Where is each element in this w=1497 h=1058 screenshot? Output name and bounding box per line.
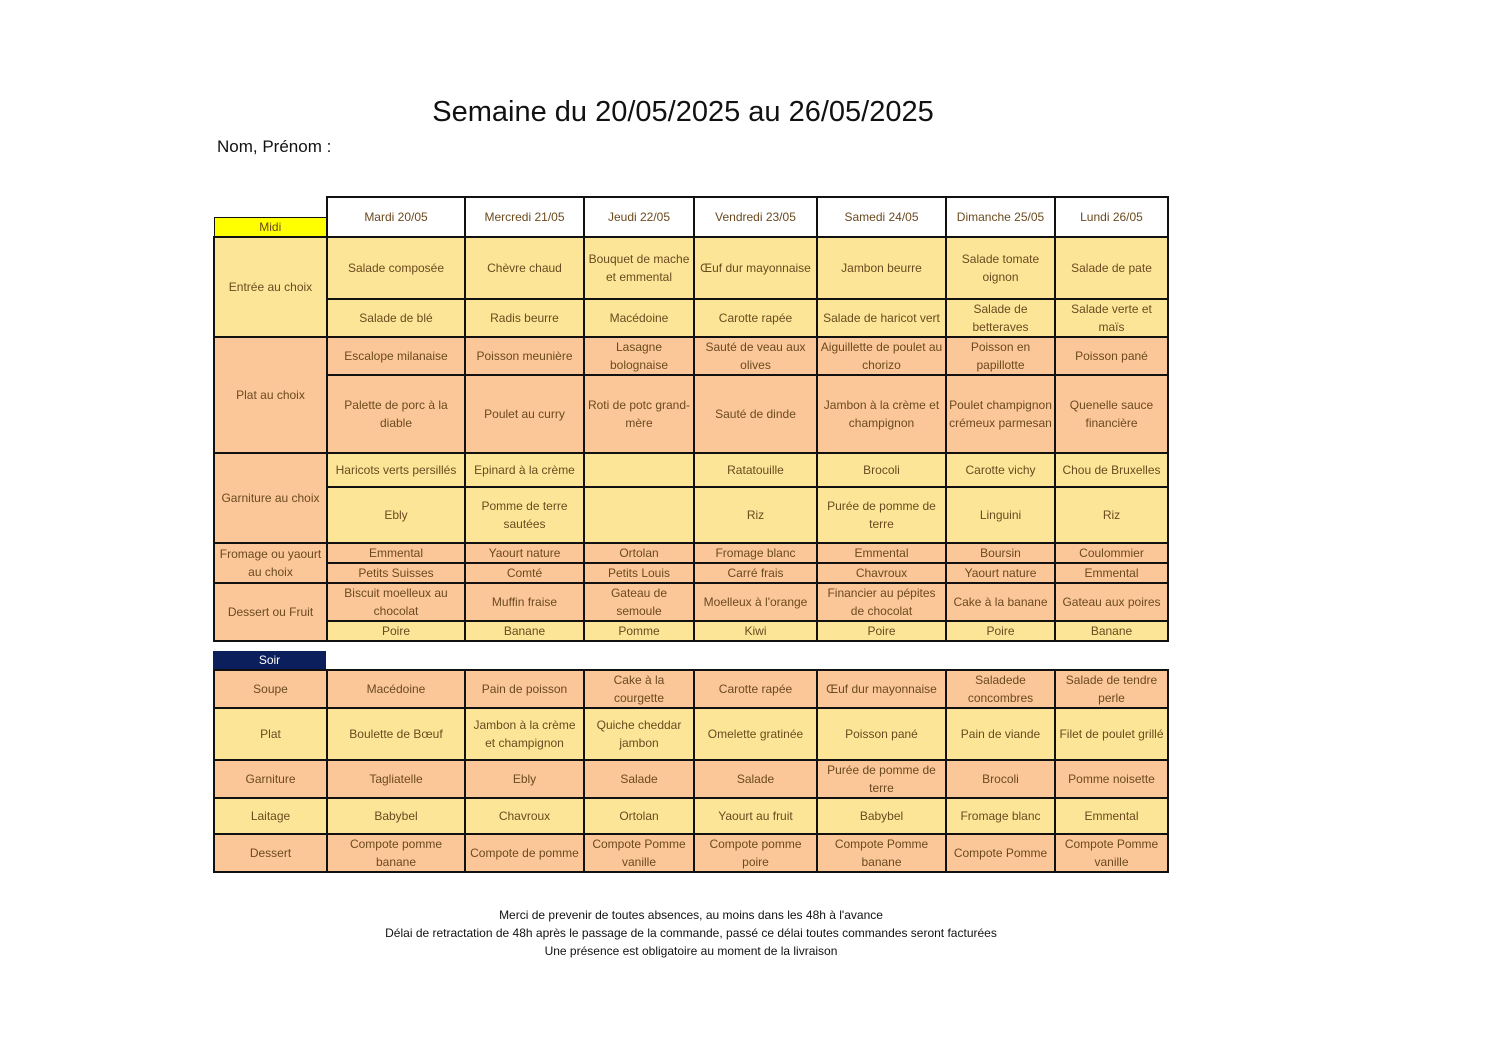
soir-menu-table [213,669,1169,873]
menu-cell: Gateau de semoule [584,583,694,621]
menu-cell: Omelette gratinée [694,708,817,760]
menu-cell: Moelleux à l'orange [694,583,817,621]
menu-cell: Sauté de veau aux olives [694,337,817,375]
menu-cell: Ebly [327,487,465,543]
menu-cell: Gateau aux poires [1055,583,1168,621]
menu-cell: Yaourt nature [946,563,1055,583]
menu-cell: Emmental [327,543,465,563]
menu-cell: Roti de potc grand-mère [584,375,694,453]
day-header: Mercredi 21/05 [465,197,584,237]
menu-cell: Pomme noisette [1055,760,1168,798]
menu-cell: Banane [465,621,584,641]
menu-cell: Tagliatelle [327,760,465,798]
menu-cell: Sauté de dinde [694,375,817,453]
footer-notes [0,906,1382,960]
menu-cell: Epinard à la crème [465,453,584,487]
menu-cell: Palette de porc à la diable [327,375,465,453]
menu-cell: Comté [465,563,584,583]
menu-cell: Pomme [584,621,694,641]
menu-cell: Salade de pate [1055,237,1168,299]
menu-cell: Salade de tendre perle [1055,670,1168,708]
soir-row-label: Plat [214,708,327,760]
menu-cell: Pain de viande [946,708,1055,760]
menu-cell: Salade [694,760,817,798]
menu-cell: Compote Pomme vanille [584,834,694,872]
menu-cell: Pain de poisson [465,670,584,708]
menu-cell: Poisson pané [817,708,946,760]
menu-cell: Salade de betteraves [946,299,1055,337]
menu-cell: Radis beurre [465,299,584,337]
menu-cell: Œuf dur mayonnaise [817,670,946,708]
menu-cell: Quenelle sauce financière [1055,375,1168,453]
menu-cell: Poisson meunière [465,337,584,375]
menu-cell: Salade de haricot vert [817,299,946,337]
menu-cell: Boulette de Bœuf [327,708,465,760]
menu-cell: Petits Louis [584,563,694,583]
menu-cell: Banane [1055,621,1168,641]
menu-cell: Poire [817,621,946,641]
menu-cell: Compote de pomme [465,834,584,872]
menu-cell: Compote Pomme banane [817,834,946,872]
menu-cell: Jambon à la crème et champignon [817,375,946,453]
section-label: Garniture au choix [214,453,327,543]
menu-cell: Aiguillette de poulet au chorizo [817,337,946,375]
menu-cell: Petits Suisses [327,563,465,583]
menu-cell: Emmental [817,543,946,563]
menu-cell: Ortolan [584,798,694,834]
menu-cell [584,453,694,487]
name-label: Nom, Prénom : [217,137,332,156]
menu-cell [584,487,694,543]
menu-cell: Riz [1055,487,1168,543]
menu-cell: Jambon à la crème et champignon [465,708,584,760]
menu-cell: Yaourt au fruit [694,798,817,834]
menu-cell: Salade [584,760,694,798]
menu-cell: Haricots verts persillés [327,453,465,487]
menu-cell: Chavroux [817,563,946,583]
menu-cell: Poire [946,621,1055,641]
menu-cell: Purée de pomme de terre [817,760,946,798]
menu-cell: Financier au pépites de chocolat [817,583,946,621]
day-header: Lundi 26/05 [1055,197,1168,237]
day-header: Dimanche 25/05 [946,197,1055,237]
menu-cell: Quiche cheddar jambon [584,708,694,760]
menu-cell: Carotte vichy [946,453,1055,487]
day-header: Jeudi 22/05 [584,197,694,237]
menu-cell: Salade tomate oignon [946,237,1055,299]
menu-cell: Fromage blanc [946,798,1055,834]
page-title: Semaine du 20/05/2025 au 26/05/2025 [432,96,934,128]
midi-menu-table [213,196,1169,642]
menu-cell: Saladede concombres [946,670,1055,708]
menu-cell: Salade composée [327,237,465,299]
menu-cell: Brocoli [817,453,946,487]
footer-line: Une présence est obligatoire au moment de la livraison [544,944,838,958]
soir-row-label: Laitage [214,798,327,834]
soir-row-label: Garniture [214,760,327,798]
menu-cell: Cake à la courgette [584,670,694,708]
menu-cell: Yaourt nature [465,543,584,563]
menu-cell: Linguini [946,487,1055,543]
menu-cell: Chavroux [465,798,584,834]
menu-cell: Compote pomme poire [694,834,817,872]
menu-cell: Ortolan [584,543,694,563]
menu-cell: Salade de blé [327,299,465,337]
menu-cell: Compote Pomme [946,834,1055,872]
day-header: Vendredi 23/05 [694,197,817,237]
menu-cell: Boursin [946,543,1055,563]
section-label: Dessert ou Fruit [214,583,327,641]
menu-cell: Escalope milanaise [327,337,465,375]
menu-cell: Carotte rapée [694,670,817,708]
menu-cell: Poisson en papillotte [946,337,1055,375]
midi-tag: Midi [214,217,327,237]
menu-cell: Brocoli [946,760,1055,798]
section-label: Entrée au choix [214,237,327,337]
menu-cell: Ratatouille [694,453,817,487]
soir-row-label: Soupe [214,670,327,708]
menu-cell: Emmental [1055,563,1168,583]
menu-cell: Poulet au curry [465,375,584,453]
menu-cell: Biscuit moelleux au chocolat [327,583,465,621]
menu-cell: Macédoine [584,299,694,337]
menu-cell: Salade verte et maïs [1055,299,1168,337]
section-label: Plat au choix [214,337,327,453]
menu-cell: Chèvre chaud [465,237,584,299]
menu-cell: Bouquet de mache et emmental [584,237,694,299]
corner-blank [214,197,327,217]
menu-cell: Compote pomme banane [327,834,465,872]
menu-cell: Macédoine [327,670,465,708]
footer-line: Merci de prevenir de toutes absences, au moins dans les 48h à l'avance [499,908,883,922]
menu-cell: Riz [694,487,817,543]
menu-cell: Emmental [1055,798,1168,834]
day-header: Samedi 24/05 [817,197,946,237]
footer-line: Délai de retractation de 48h après le passage de la commande, passé ce délai toutes commandes seront facturées [385,926,997,940]
menu-cell: Poisson pané [1055,337,1168,375]
day-header: Mardi 20/05 [327,197,465,237]
menu-cell: Œuf dur mayonnaise [694,237,817,299]
menu-cell: Jambon beurre [817,237,946,299]
menu-cell: Lasagne bolognaise [584,337,694,375]
menu-cell: Fromage blanc [694,543,817,563]
soir-row-label: Dessert [214,834,327,872]
menu-cell: Carré frais [694,563,817,583]
menu-cell: Filet de poulet grillé [1055,708,1168,760]
menu-cell: Carotte rapée [694,299,817,337]
menu-cell: Kiwi [694,621,817,641]
menu-cell: Babybel [327,798,465,834]
menu-cell: Compote Pomme vanille [1055,834,1168,872]
menu-cell: Poire [327,621,465,641]
menu-cell: Ebly [465,760,584,798]
menu-cell: Cake à la banane [946,583,1055,621]
menu-cell: Pomme de terre sautées [465,487,584,543]
menu-cell: Purée de pomme de terre [817,487,946,543]
menu-cell: Chou de Bruxelles [1055,453,1168,487]
menu-cell: Babybel [817,798,946,834]
menu-cell: Muffin fraise [465,583,584,621]
menu-cell: Poulet champignon crémeux parmesan [946,375,1055,453]
section-label: Fromage ou yaourt au choix [214,543,327,583]
menu-cell: Coulommier [1055,543,1168,563]
soir-tag: Soir [213,651,326,669]
